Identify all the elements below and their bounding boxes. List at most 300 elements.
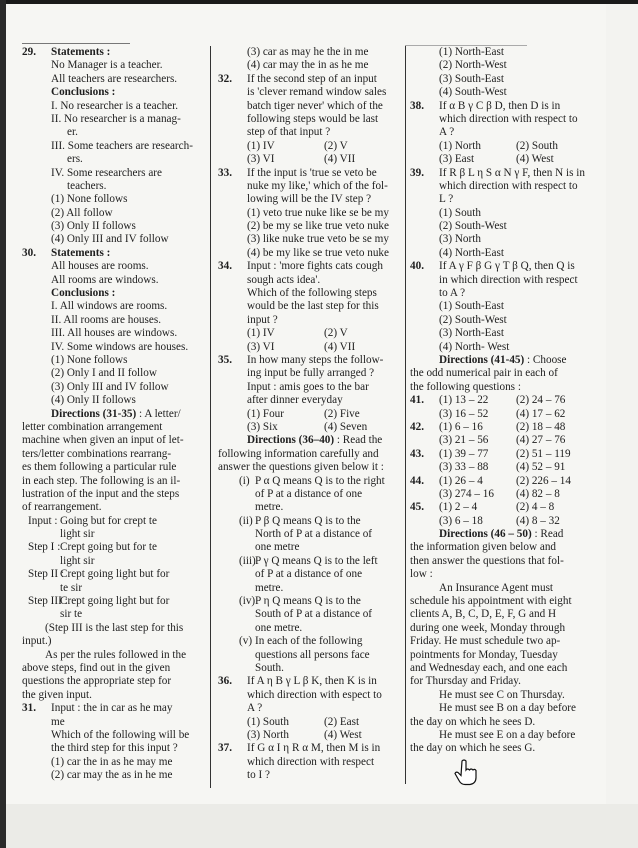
line-text: He must see B on a day before [439,702,577,715]
answer-option: (2) V [324,139,348,152]
line-content [247,86,386,99]
line-content [439,582,553,595]
line-content [410,742,535,755]
text-line [22,180,208,193]
option-line [410,46,592,59]
text-line [22,675,208,688]
line-text: P β Q means Q is to the [255,514,361,527]
item-label: Input : [28,514,58,527]
line-text: IV. Some windows are houses. [51,340,189,353]
question-number: 34. [218,260,232,273]
line-text: of P at a distance of one [255,568,363,581]
line-content [22,635,52,648]
line-content [51,220,136,233]
line-text: Input : the in car as he may [51,702,173,715]
text-line [218,461,402,474]
line-text: II. No researcher is a manag- [51,112,181,125]
line-text: Crept going light but for [60,595,170,608]
answer-option: (4) Seven [324,420,368,433]
line-content [22,662,170,675]
line-text: If the input is 'true se veto be [247,166,377,179]
line-text: to I ? [247,769,270,782]
option-line [22,354,208,367]
question-line [410,448,592,461]
text-line [22,662,208,675]
line-content [247,756,374,769]
line-content [410,381,521,394]
line-content [410,662,567,675]
option-line [22,220,208,233]
line-content [439,207,481,220]
line-text: (4) Only II follows [51,394,136,407]
line-text: : Read the [334,434,383,447]
line-text: III. Some teachers are research- [51,139,193,152]
answer-option: (4) 27 – 76 [516,434,566,447]
line-text: North of P at a distance of [255,528,373,541]
line-content [439,702,576,715]
line-text: pointments for Monday, Tuesday [410,648,558,661]
line-content [51,327,177,340]
line-text: (Step III is the last step for this [45,621,184,634]
bold-heading: Statements : [51,246,111,259]
line-content [247,233,389,246]
line-content [247,59,368,72]
text-line [410,555,592,568]
text-line [22,742,208,755]
text-line [218,622,402,635]
text-line [22,635,208,648]
line-text: lowing will be the IV step ? [247,193,372,206]
line-content [247,220,389,233]
line-text: (2) be my se like true veto nuke [247,220,389,233]
line-content [51,233,169,246]
answer-option: (3) North [247,728,289,741]
text-line [218,274,402,287]
line-content [439,300,504,313]
line-text: I. All windows are rooms. [51,300,168,313]
line-content [247,46,368,59]
line-content [255,541,299,554]
line-content [51,207,113,220]
question-line [22,46,208,59]
line-text: Friday. He must schedule two ap- [410,635,561,648]
line-text: batch tiger never' which of the [247,99,383,112]
line-content [255,635,363,648]
text-line [410,113,592,126]
line-content [439,287,465,300]
line-text: L ? [439,193,454,206]
text-line [218,381,402,394]
text-line [22,689,208,702]
line-content [60,568,169,581]
line-content [439,341,509,354]
text-line [22,59,208,72]
text-line [22,622,208,635]
text-line [218,515,402,528]
line-text: (2) car may the as in he me [51,769,173,782]
line-text: If α B γ C β D, then D is in [439,99,561,112]
column-middle [218,46,402,782]
line-text: letter combination arrangement [22,420,163,433]
text-line [218,488,402,501]
text-line [22,461,208,474]
line-text: (1) None follows [51,193,128,206]
line-content [247,207,389,220]
text-line [410,126,592,139]
line-text: in each step. The following is an il- [22,474,181,487]
line-content [439,100,560,113]
option-line [410,86,592,99]
line-text: He must see E on a day before [439,728,576,741]
question-number: 32. [218,72,232,85]
text-line [22,100,208,113]
line-content [247,367,374,380]
line-text: es them following a particular rule [22,461,177,474]
option-line [22,756,208,769]
line-content [247,73,377,86]
line-text: following steps would be last [247,112,379,125]
line-content [439,59,507,72]
line-content [51,86,115,99]
option-line [218,327,402,340]
answer-option: (3) 16 – 52 [439,407,489,420]
line-text: P η Q means Q is to the [255,595,361,608]
text-line [22,541,208,554]
question-line [218,73,402,86]
line-text: to A ? [439,287,466,300]
text-line [410,622,592,635]
line-content [410,568,433,581]
line-content [67,126,78,139]
answer-option: (3) VI [247,153,275,166]
text-line [410,662,592,675]
line-text: would be the last step for this [247,300,379,313]
text-line [410,729,592,742]
text-line [410,595,592,608]
line-content [247,702,262,715]
line-text: (1) South-East [439,300,504,313]
line-text: (4) be my like se true veto nuke [247,246,389,259]
line-text: the information given below and [410,541,557,554]
line-content [60,515,157,528]
line-text: which direction with espect to [247,688,382,701]
text-line [218,394,402,407]
line-content [51,140,193,153]
line-content [22,488,179,501]
answer-option: (3) 6 – 18 [439,514,483,527]
line-content [247,100,383,113]
question-line [218,167,402,180]
line-content [51,769,172,782]
text-line [22,448,208,461]
text-line [218,756,402,769]
line-content [439,689,565,702]
text-line [22,555,208,568]
line-content [247,314,278,327]
column-divider-1 [210,46,211,788]
line-content [22,689,92,702]
option-line [410,300,592,313]
text-line [410,649,592,662]
option-line [410,59,592,72]
line-text: An Insurance Agent must [439,581,554,594]
line-text: (1) South [439,206,481,219]
text-line [22,501,208,514]
line-text: (3) North-East [439,327,504,340]
line-text: teachers. [67,179,107,192]
text-line [410,716,592,729]
line-text: (1) car the in as he may me [51,755,173,768]
text-line [22,300,208,313]
text-line [410,287,592,300]
line-content [247,381,369,394]
question-number: 29. [22,46,36,58]
option-line [218,233,402,246]
option-line [218,341,402,354]
item-label: (ii) [239,514,253,527]
line-text: IV. Some researchers are [51,166,162,179]
line-content [247,126,330,139]
question-number: 41. [410,394,424,407]
line-text: then answer the questions that fol- [410,554,564,567]
line-content [247,247,389,260]
line-text: following information carefully and [218,447,379,460]
text-line [22,716,208,729]
line-content [60,555,95,568]
line-text: (3) like nuke true veto be se my [247,233,389,246]
line-content [51,247,110,260]
line-content [22,461,176,474]
text-line [410,689,592,702]
line-content [51,314,161,327]
option-line [22,193,208,206]
line-text: If A η B γ L β K, then K is in [247,675,377,688]
question-number: 36. [218,675,232,688]
question-line [410,260,592,273]
text-line [410,675,592,688]
line-text: As per the rules followed in the [45,648,187,661]
line-content [410,608,556,621]
text-line [218,541,402,554]
text-line [410,742,592,755]
answer-option: (1) 2 – 4 [439,501,478,514]
text-line [218,434,402,447]
line-text: one metre [255,541,300,554]
option-line [410,314,592,327]
answer-option: (2) 4 – 8 [516,501,555,514]
line-text: (2) South-West [439,313,507,326]
line-text: (4) car may the in as he me [247,59,369,72]
line-text: If R β L η S α N γ F, then N is in [439,166,585,179]
line-content [60,595,169,608]
option-line [410,220,592,233]
text-line [22,126,208,139]
line-content [255,515,361,528]
item-label: (iii) [239,554,256,567]
text-line [218,367,402,380]
bold-heading: Directions (36–40) [247,434,335,447]
line-text: ers. [67,153,83,166]
question-line [218,260,402,273]
text-line [218,100,402,113]
line-text: light sir [60,528,95,541]
item-label: (i) [239,474,250,487]
line-content [51,300,167,313]
line-text: : Choose [524,353,567,366]
line-text: metre. [255,501,284,514]
line-content [439,729,575,742]
line-content [247,354,383,367]
text-line [218,662,402,675]
text-line [410,381,592,394]
line-content [22,434,184,447]
line-text: of rearrangement. [22,501,102,514]
line-text: sough acts idea'. [247,273,321,286]
line-text: All houses are rooms. [51,260,149,273]
line-text: (3) car as may he the in me [247,46,369,58]
question-line [22,247,208,260]
line-text: low : [410,568,433,581]
answer-option: (1) 6 – 16 [439,420,483,433]
text-line [22,341,208,354]
option-line [22,769,208,782]
text-line [218,193,402,206]
text-line [410,635,592,648]
line-content [22,448,171,461]
question-number: 40. [410,260,424,273]
line-content [247,769,270,782]
line-text: All teachers are researchers. [51,72,178,85]
answer-option: (4) VII [324,153,356,166]
line-text: (1) North-East [439,46,504,58]
line-text: input.) [22,635,52,648]
option-line [410,488,592,501]
line-content [410,595,572,608]
line-content [247,742,380,755]
line-text: A ? [439,126,455,139]
answer-option: (1) South [247,715,289,728]
text-line [22,314,208,327]
text-line [410,528,592,541]
line-content [51,260,149,273]
line-text: Input : amis goes to the bar [247,380,369,393]
line-text: South. [255,661,284,674]
question-number: 31. [22,702,36,715]
question-line [410,167,592,180]
text-line [22,729,208,742]
line-content [255,622,302,635]
line-content [439,247,504,260]
line-text: No Manager is a teacher. [51,59,163,72]
line-content [51,113,181,126]
line-text: which direction with respect to [439,179,578,192]
line-text: one metre. [255,621,303,634]
answer-option: (2) 51 – 119 [516,447,571,460]
answer-option: (4) 8 – 32 [516,514,560,527]
line-text: P γ Q means Q is to the left [255,554,378,567]
question-number: 30. [22,246,36,259]
line-content [51,46,110,59]
text-line [410,541,592,554]
option-line [22,367,208,380]
text-line [22,327,208,340]
line-content [51,394,136,407]
option-line [410,73,592,86]
line-text: ing input be fully arranged ? [247,367,375,380]
text-line [410,568,592,581]
answer-option: (4) West [516,153,554,166]
answer-option: (4) West [324,728,362,741]
line-content [439,86,507,99]
line-content [247,193,371,206]
line-text: (2) All follow [51,206,113,219]
bold-heading: Conclusions : [51,287,116,300]
answer-option: (1) 39 – 77 [439,447,489,460]
text-line [22,86,208,99]
answer-option: (3) Six [247,420,278,433]
line-text: All rooms are windows. [51,273,159,286]
line-content [22,501,102,514]
bold-heading: Directions (31-35) [51,407,137,420]
text-line [22,434,208,447]
top-rule-left [22,43,130,44]
line-content [51,716,65,729]
line-content [255,501,283,514]
option-line [218,408,402,421]
text-line [22,167,208,180]
line-content [51,702,172,715]
line-content [439,354,567,367]
line-content [60,608,82,621]
text-line [218,287,402,300]
bold-heading: Conclusions : [51,86,116,99]
option-line [218,716,402,729]
text-line [218,475,402,488]
option-line [410,140,592,153]
question-line [410,100,592,113]
line-content [218,448,379,461]
line-text: (2) Only I and II follow [51,367,157,380]
line-text: (4) North- West [439,340,510,353]
answer-option: (4) 52 – 91 [516,461,566,474]
line-text: above steps, find out in the given [22,661,171,674]
line-text: during one week, Monday through [410,621,566,634]
line-text: answer the questions given below it : [218,461,384,474]
line-content [247,394,343,407]
question-number: 45. [410,501,424,514]
line-content [51,742,178,755]
line-text: nuke my like,' which of the fol- [247,179,388,192]
question-line [410,394,592,407]
line-content [51,287,115,300]
column-right [410,46,592,756]
line-content [410,622,565,635]
line-content [22,421,162,434]
line-text: (3) Only II follows [51,220,136,233]
line-text: Crept going light but for [60,568,170,581]
text-line [22,582,208,595]
line-text: (3) North [439,233,481,246]
line-text: machine when given an input of let- [22,434,184,447]
line-text: (2) North-West [439,59,507,72]
line-text: the day on which he sees G. [410,742,536,755]
option-line [22,207,208,220]
line-content [410,367,558,380]
line-content [51,381,169,394]
line-text: questions all persons face [255,648,370,661]
answer-option: (3) 21 – 56 [439,434,489,447]
line-content [247,113,378,126]
